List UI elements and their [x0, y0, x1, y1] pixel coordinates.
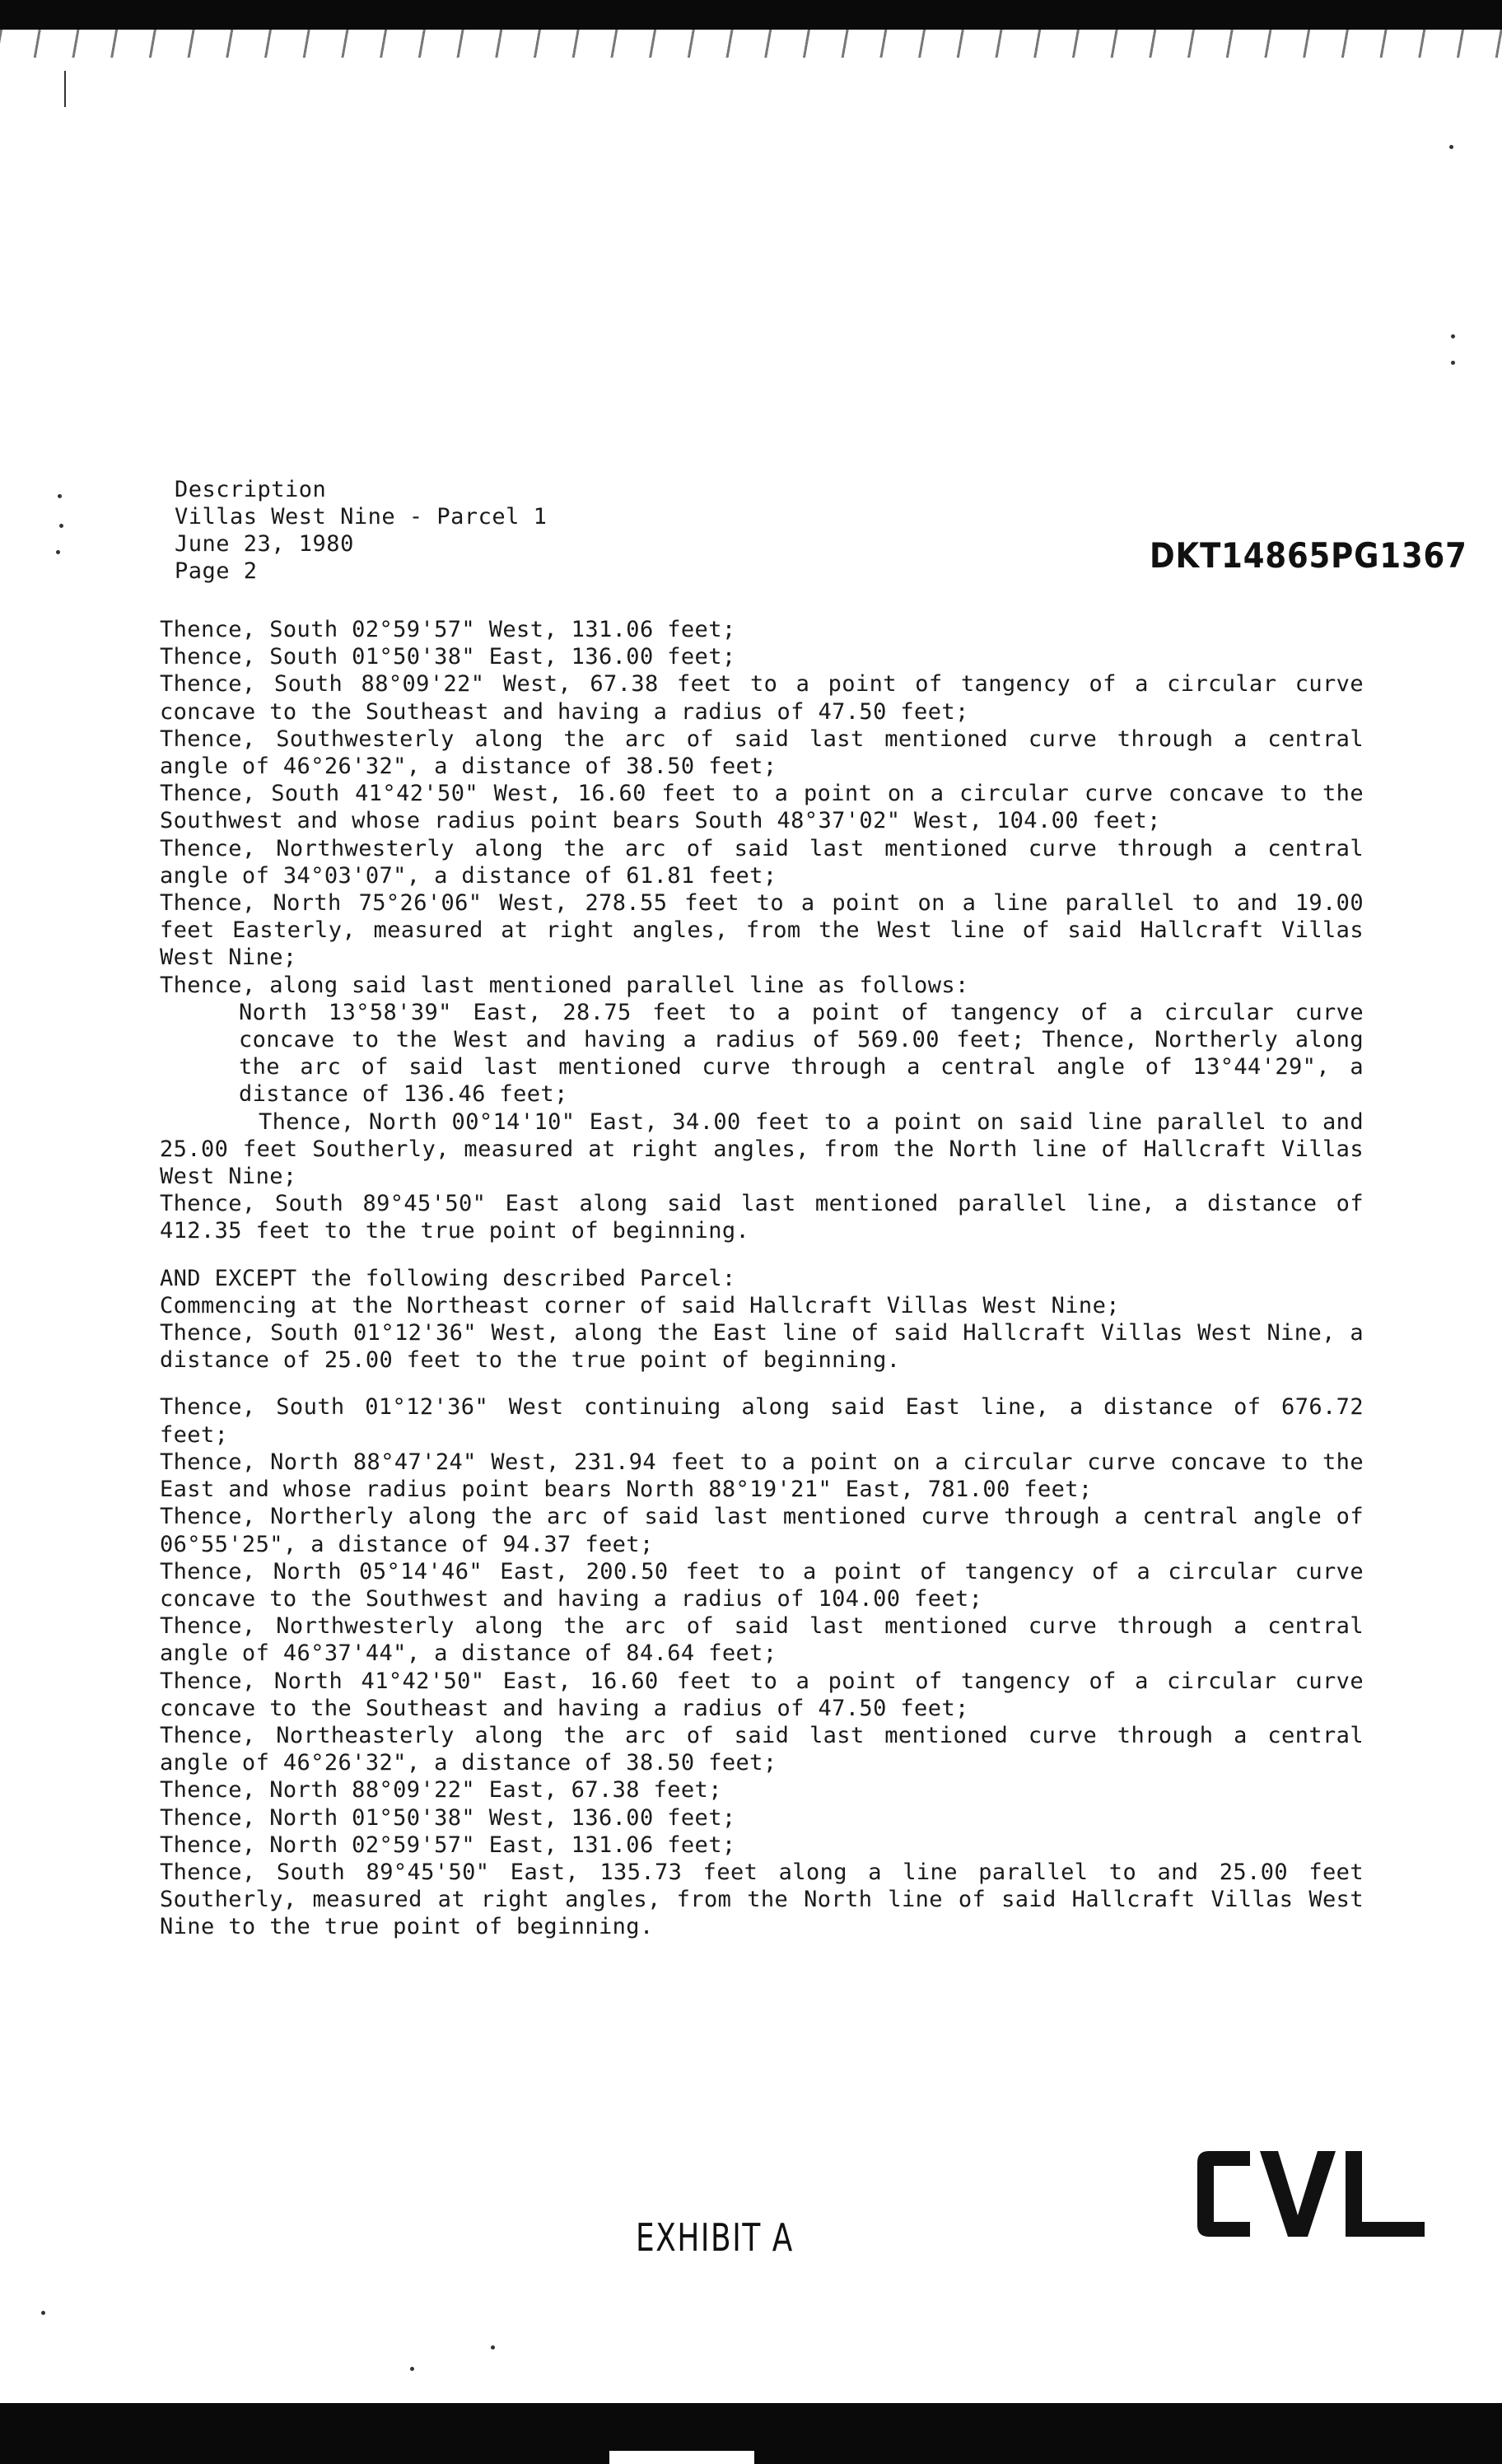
margin-speck	[1449, 145, 1453, 149]
scan-top-edge	[0, 0, 1502, 99]
paragraph: Thence, South 01°12'36" West, along the East line of said Hallcraft Villas West Nine, a distance of 25.00 feet to the true point of beginning.	[160, 1320, 1364, 1374]
legal-description	[160, 616, 1364, 1941]
paragraph: Thence, Southwesterly along the arc of said last mentioned curve through a central angle of 46°26'32", a distance of 38.50 feet;	[160, 726, 1364, 780]
paragraph: Thence, South 01°12'36" West continuing along said East line, a distance of 676.72 feet;	[160, 1394, 1364, 1448]
section-heading: AND EXCEPT the following described Parcel:	[160, 1265, 736, 1291]
paragraph: Thence, South 02°59'57" West, 131.06 feet;	[160, 617, 736, 642]
scan-gap	[609, 2451, 754, 2464]
margin-speck	[59, 524, 63, 528]
header-page: Page 2	[175, 558, 258, 584]
margin-speck	[491, 2345, 495, 2350]
paragraph: Thence, Northerly along the arc of said last mentioned curve through a central angle of 06°55'25", a distance of 94.37 feet;	[160, 1504, 1364, 1557]
paragraph: Thence, North 05°14'46" East, 200.50 feet to a point of tangency of a circular curve concave to the Southwest and having a radius of 104.00 feet;	[160, 1558, 1364, 1612]
margin-speck	[1451, 361, 1455, 365]
paragraph: Thence, Northwesterly along the arc of said last mentioned curve through a central angle of 34°03'07", a distance of 61.81 feet;	[160, 835, 1364, 889]
paragraph-gap	[160, 1374, 1364, 1393]
scan-streaks	[0, 30, 1502, 58]
scan-mark	[64, 71, 66, 107]
cvl-logo	[1192, 2144, 1430, 2243]
paragraph: Thence, South 88°09'22" West, 67.38 feet to a point of tangency of a circular curve concave to the Southeast and having a radius of 47.50 feet;	[160, 671, 1364, 725]
margin-speck	[41, 2311, 45, 2315]
paragraph: Thence, along said last mentioned parallel line as follows:	[160, 972, 969, 998]
document-header	[175, 476, 636, 585]
margin-speck	[410, 2367, 414, 2371]
scan-border-top	[0, 0, 1502, 30]
margin-speck	[56, 550, 60, 554]
header-subject: Villas West Nine - Parcel 1	[175, 504, 548, 530]
paragraph: Thence, South 89°45'50" East along said last mentioned parallel line, a distance of 412.35 feet to the true point of beginning.	[160, 1191, 1364, 1244]
paragraph: Thence, North 75°26'06" West, 278.55 feet to a point on a line parallel to and 19.00 feet Easterly, measured at right angles, from the West line of said Hallcraft Villas West Nine;	[160, 890, 1364, 971]
paragraph: Thence, North 02°59'57" East, 131.06 feet;	[160, 1832, 736, 1858]
paragraph: Thence, South 89°45'50" East, 135.73 feet along a line parallel to and 25.00 feet Southerly, measured at right angles, from the North line of said Hallcraft Villas West Nine to the true point of beginning.	[160, 1859, 1364, 1940]
exhibit-label: EXHIBIT A	[636, 2215, 794, 2260]
paragraph: Thence, North 88°47'24" West, 231.94 feet to a point on a circular curve concave to the East and whose radius point bears North 88°19'21" East, 781.00 feet;	[160, 1449, 1364, 1503]
paragraph: Thence, North 41°42'50" East, 16.60 feet to a point of tangency of a circular curve concave to the Southeast and having a radius of 47.50 feet;	[160, 1668, 1364, 1721]
paragraph: Commencing at the Northeast corner of said Hallcraft Villas West Nine;	[160, 1292, 1120, 1318]
margin-speck	[58, 494, 62, 498]
paragraph: Thence, Northeasterly along the arc of said last mentioned curve through a central angle of 46°26'32", a distance of 38.50 feet;	[160, 1722, 1364, 1776]
header-title: Description	[175, 477, 327, 502]
paragraph: Thence, South 01°50'38" East, 136.00 feet;	[160, 644, 736, 670]
book-page-stamp: DKT14865PG1367	[1150, 535, 1467, 576]
header-date: June 23, 1980	[175, 531, 354, 557]
paragraph: Thence, North 00°14'10" East, 34.00 feet to a point on said line parallel to and 25.00 feet Southerly, measured at right angles, from the North line of Hallcraft Villas West Nine;	[160, 1108, 1364, 1190]
paragraph: Thence, Northwesterly along the arc of said last mentioned curve through a central angle of 46°37'44", a distance of 84.64 feet;	[160, 1613, 1364, 1667]
scan-border-bottom	[0, 2403, 1502, 2464]
margin-speck	[1451, 334, 1455, 338]
paragraph-gap	[160, 1245, 1364, 1265]
paragraph: Thence, South 41°42'50" West, 16.60 feet to a point on a circular curve concave to the Southwest and whose radius point bears South 48°37'02" West, 104.00 feet;	[160, 781, 1364, 834]
paragraph: Thence, North 88°09'22" East, 67.38 feet;	[160, 1777, 722, 1804]
paragraph: Thence, North 01°50'38" West, 136.00 feet;	[160, 1804, 736, 1831]
paragraph-indented: North 13°58'39" East, 28.75 feet to a point of tangency of a circular curve concave to the West and having a radius of 569.00 feet; Thence, Northerly along the arc of said last mentioned curve through a central angle of 13°44'29", a distance of 136.46 feet;	[239, 999, 1364, 1108]
